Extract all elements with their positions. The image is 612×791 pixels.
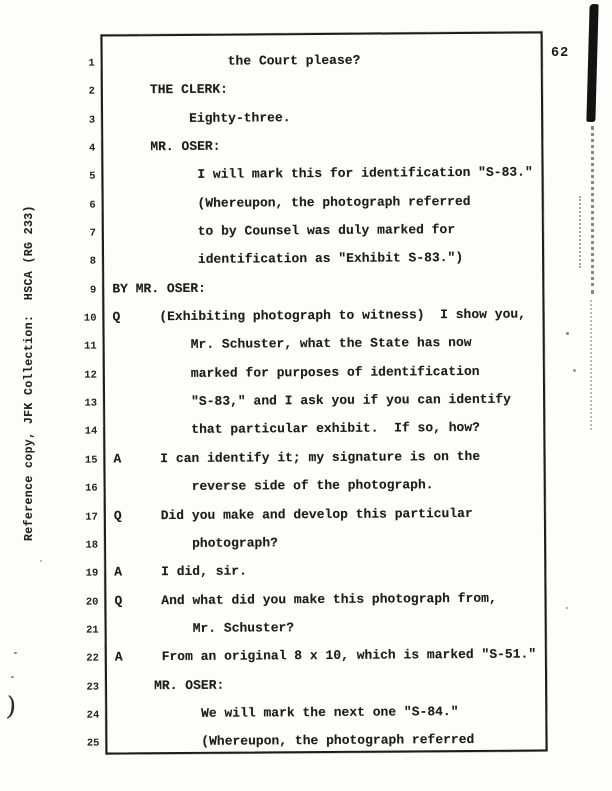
- transcript-line: [58, 159, 558, 191]
- transcript-line: [60, 385, 560, 417]
- line-text: the Court please?: [110, 52, 361, 70]
- line-number: 11: [84, 340, 97, 354]
- transcript-line: [59, 215, 559, 247]
- line-number: 7: [89, 227, 96, 240]
- transcript-line: [62, 669, 562, 701]
- transcript-line: [60, 414, 560, 446]
- line-number: 20: [85, 596, 99, 609]
- line-text: marked for purposes of identification: [112, 363, 480, 382]
- line-number: 19: [85, 567, 99, 580]
- line-text: Mr. Schuster, what the State has now: [112, 335, 472, 353]
- line-number: 4: [88, 142, 96, 155]
- transcript-line: [62, 612, 562, 644]
- transcript-line: [60, 357, 560, 389]
- transcript-line: [62, 641, 562, 673]
- line-text: identification as "Exhibit S-83."): [112, 250, 464, 268]
- line-number: 13: [84, 397, 98, 410]
- transcript-line: [59, 244, 559, 276]
- line-text: A From an original 8 x 10, which is marked "S-51.": [114, 646, 537, 665]
- line-text: to by Counsel was duly marked for: [111, 222, 456, 240]
- line-text: We will mark the next one "S-84.": [115, 703, 459, 722]
- line-number: 25: [86, 737, 100, 750]
- transcript-line: [58, 74, 558, 106]
- line-number: 14: [84, 426, 98, 439]
- line-text: that particular exhibit. If so, how?: [113, 420, 480, 438]
- line-text: A I can identify it; my signature is on the: [113, 448, 481, 467]
- line-number: 6: [89, 199, 96, 212]
- line-number: 15: [84, 454, 98, 467]
- transcript-line: [58, 45, 558, 77]
- line-number: 3: [88, 114, 96, 127]
- transcript-line: [59, 187, 559, 219]
- archive-reference-stamp: Reference copy, JFK Collection: HSCA (RG 233): [23, 205, 36, 541]
- transcript-line: [58, 102, 558, 134]
- line-text: MR. OSER:: [111, 138, 221, 155]
- line-text: Eighty-three.: [111, 109, 291, 127]
- line-text: Q (Exhibiting photograph to witness) I show you,: [112, 306, 526, 325]
- line-number: 10: [83, 312, 97, 325]
- line-text: I will mark this for identification "S-83.": [111, 164, 533, 183]
- line-text: MR. OSER:: [115, 677, 225, 694]
- line-text: THE CLERK:: [110, 81, 228, 98]
- line-text: "S-83," and I ask you if you can identify: [113, 391, 511, 410]
- transcript-line: [61, 527, 561, 559]
- line-text: (Whereupon, the photograph referred: [115, 732, 475, 750]
- transcript-line: [60, 442, 560, 474]
- transcript-line: [59, 272, 559, 304]
- page-number: 62: [551, 46, 570, 61]
- line-number: 8: [89, 255, 97, 269]
- line-number: 16: [85, 482, 98, 495]
- line-number: 2: [88, 85, 95, 98]
- line-text: A I did, sir.: [114, 563, 247, 580]
- line-text: BY MR. OSER:: [112, 280, 206, 297]
- line-number: 24: [86, 709, 100, 722]
- line-text: Q And what did you make this photograph from,: [114, 590, 497, 608]
- line-text: (Whereupon, the photograph referred: [111, 193, 471, 212]
- line-text: Q Did you make and develop this particular: [113, 505, 473, 523]
- transcript-line: [59, 300, 559, 332]
- transcript-line: [62, 697, 562, 729]
- transcript-line: [62, 726, 562, 758]
- transcript-line: [61, 584, 561, 616]
- transcript-line: [61, 499, 561, 531]
- transcript-lines: [58, 45, 563, 757]
- line-number: 1: [88, 57, 95, 70]
- line-number: 12: [84, 369, 97, 382]
- line-number: 23: [86, 681, 100, 694]
- line-number: 5: [89, 170, 96, 183]
- transcript-line: [61, 470, 561, 502]
- transcript-line: [58, 130, 558, 162]
- line-text: photograph?: [114, 535, 278, 552]
- margin-parenthesis-mark: ): [4, 691, 18, 723]
- line-number: 22: [86, 652, 99, 665]
- line-text: Mr. Schuster?: [114, 620, 295, 637]
- line-number: 17: [85, 511, 98, 524]
- transcript-line: [60, 329, 560, 361]
- line-number: 9: [89, 284, 97, 297]
- line-number: 18: [85, 539, 99, 552]
- line-text: reverse side of the photograph.: [113, 477, 434, 495]
- transcript-line: [61, 556, 561, 588]
- line-number: 21: [86, 624, 99, 637]
